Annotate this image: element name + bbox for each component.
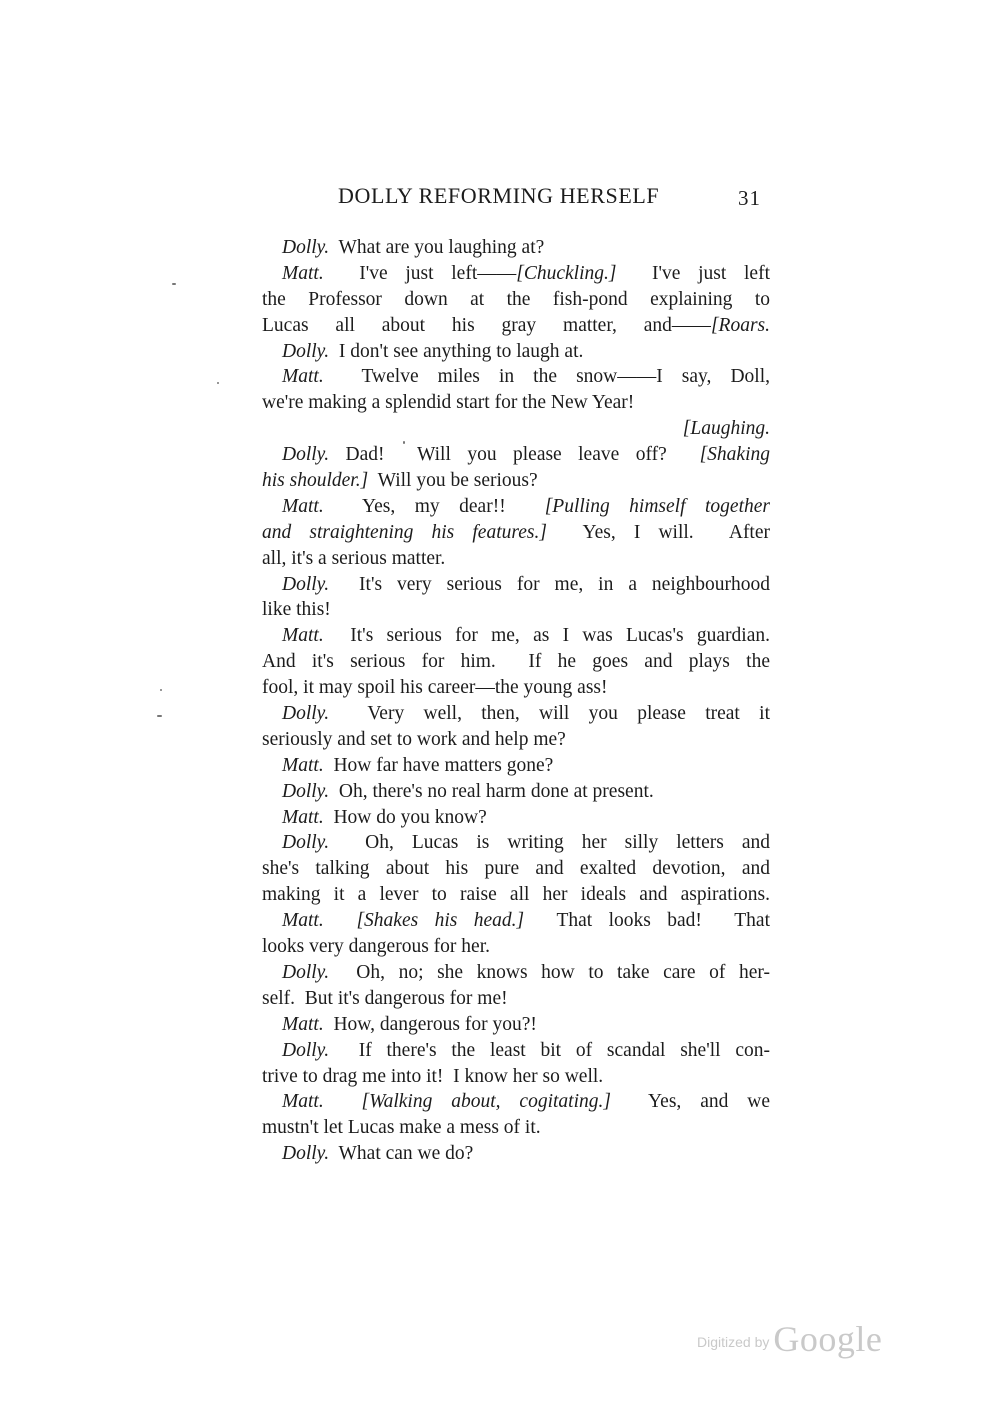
dialogue-text: she's talking about his pure and exalted devotion, and — [262, 858, 770, 880]
dialogue-text: What can we do? — [329, 1143, 474, 1165]
scan-speck — [160, 689, 162, 691]
speaker-name: Matt. — [282, 1091, 324, 1113]
dialogue-text: Will you be serious? — [368, 470, 538, 492]
text-line — [262, 494, 770, 520]
text-line — [262, 727, 770, 753]
dialogue-text — [324, 910, 357, 931]
text-line — [262, 1115, 770, 1141]
text-line — [262, 364, 770, 390]
text-line — [262, 986, 770, 1012]
dialogue-text: I've just left—— — [323, 262, 517, 284]
dialogue-text: Yes, and we — [610, 1091, 771, 1113]
speaker-name: Matt. — [282, 910, 324, 932]
speaker-name: Matt. — [282, 1013, 324, 1035]
stage-direction: [Shaking — [699, 444, 770, 466]
dialogue-text: How, dangerous for you?! — [323, 1013, 537, 1035]
speaker-name: Dolly. — [282, 573, 330, 595]
dialogue-text: Yes, I will. After — [546, 521, 770, 543]
text-line — [262, 830, 770, 856]
text-line — [262, 934, 770, 960]
dialogue-text: What are you laughing at? — [329, 237, 545, 258]
dialogue-text: It's very serious for me, in a neighbourhood — [329, 573, 770, 595]
page-number: 31 — [738, 186, 761, 210]
running-head: DOLLY REFORMING HERSELF — [338, 183, 660, 208]
dialogue-text: It's serious for me, as I was Lucas's guardian. — [323, 625, 770, 647]
dialogue-text: the Professor down at the fish-pond explaining to — [262, 288, 770, 310]
dialogue-text: Very well, then, will you please treat it — [329, 703, 770, 725]
text-line — [262, 805, 770, 831]
text-line — [262, 649, 770, 675]
speaker-name: Dolly. — [282, 444, 330, 466]
scan-speck — [403, 441, 405, 444]
dialogue-text: trive to drag me into it! I know her so well. — [262, 1065, 604, 1087]
dialogue-text: Twelve miles in the snow——I say, Doll, — [323, 366, 770, 388]
speaker-name: Dolly. — [282, 1039, 330, 1061]
stage-direction: [Chuckling.] — [516, 262, 617, 284]
stage-direction: his shoulder.] — [262, 470, 369, 492]
stage-direction: [Shakes his head.] — [356, 910, 525, 932]
speaker-name: Dolly. — [282, 832, 330, 854]
speaker-name: Dolly. — [282, 703, 330, 725]
dialogue-text: Yes, my dear!! — [323, 495, 545, 517]
text-line — [262, 960, 770, 986]
stage-direction: [Pulling himself together — [544, 495, 770, 517]
text-line — [262, 261, 770, 287]
dialogue-text: mustn't let Lucas make a mess of it. — [262, 1117, 541, 1139]
text-line — [262, 520, 770, 546]
text-line — [262, 546, 770, 572]
stage-direction: [Laughing. — [682, 418, 770, 440]
dialogue-text: That looks bad! That — [524, 910, 770, 932]
dialogue-text: How do you know? — [323, 806, 487, 828]
speaker-name: Matt. — [282, 262, 324, 284]
google-logo: Google — [773, 1319, 883, 1359]
text-line — [262, 572, 770, 598]
text-line — [262, 390, 770, 416]
speaker-name: Matt. — [282, 754, 324, 776]
text-line — [262, 416, 770, 442]
dialogue-text: I've just left — [616, 262, 770, 284]
speaker-name: Matt. — [282, 366, 324, 388]
dialogue-text: Oh, there's no real harm done at present. — [329, 780, 654, 802]
speaker-name: Dolly. — [282, 340, 330, 362]
watermark-prefix: Digitized by — [697, 1334, 770, 1350]
dialogue-text: Oh, Lucas is writing her silly letters and — [329, 832, 770, 854]
dialogue-text — [324, 1091, 362, 1112]
text-line — [262, 339, 770, 365]
text-line — [262, 908, 770, 934]
scan-speck — [217, 382, 219, 384]
speaker-name: Matt. — [282, 806, 324, 828]
stage-direction: [Walking about, cogitating.] — [361, 1091, 611, 1113]
text-line — [262, 882, 770, 908]
text-line — [262, 753, 770, 779]
text-line — [262, 597, 770, 623]
dialogue-text: I don't see anything to laugh at. — [329, 340, 584, 362]
text-line — [262, 856, 770, 882]
stage-direction: [Roars. — [710, 314, 770, 336]
speaker-name: Matt. — [282, 625, 324, 647]
scan-speck — [172, 283, 176, 285]
stage-direction: and straightening his features.] — [262, 521, 547, 543]
play-text — [262, 235, 770, 1167]
dialogue-text: self. But it's dangerous for me! — [262, 987, 508, 1009]
dialogue-text: making it a lever to raise all her ideals and aspirations. — [262, 884, 770, 906]
text-line — [262, 675, 770, 701]
text-line — [262, 1064, 770, 1090]
speaker-name: Dolly. — [282, 780, 330, 802]
text-line — [262, 235, 770, 261]
dialogue-text: we're making a splendid start for the New Year! — [262, 392, 635, 414]
text-line — [262, 701, 770, 727]
dialogue-text: How far have matters gone? — [323, 754, 554, 776]
text-line — [262, 779, 770, 805]
text-line — [262, 1141, 770, 1167]
text-line — [262, 1038, 770, 1064]
text-line — [262, 287, 770, 313]
dialogue-text: Oh, no; she knows how to take care of her- — [329, 961, 770, 983]
dialogue-text: seriously and set to work and help me? — [262, 728, 566, 750]
dialogue-text: If there's the least bit of scandal she'll con- — [329, 1039, 770, 1061]
speaker-name: Matt. — [282, 495, 324, 517]
text-line — [262, 623, 770, 649]
dialogue-text: looks very dangerous for her. — [262, 936, 490, 958]
dialogue-text: Lucas all about his gray matter, and—— — [262, 314, 711, 336]
dialogue-text: fool, it may spoil his career—the young ass! — [262, 677, 608, 699]
digitized-by-google-watermark — [697, 1318, 882, 1360]
speaker-name: Dolly. — [282, 961, 330, 983]
dialogue-text: And it's serious for him. If he goes and plays the — [262, 651, 770, 673]
text-line — [262, 1089, 770, 1115]
speaker-name: Dolly. — [282, 237, 330, 258]
text-line — [262, 442, 770, 468]
text-line — [262, 468, 770, 494]
dialogue-text: like this! — [262, 599, 331, 621]
dialogue-text: all, it's a serious matter. — [262, 547, 446, 569]
speaker-name: Dolly. — [282, 1143, 330, 1165]
dialogue-text: Dad! Will you please leave off? — [329, 444, 700, 466]
scan-speck — [157, 715, 162, 717]
text-line — [262, 1012, 770, 1038]
text-line — [262, 313, 770, 339]
